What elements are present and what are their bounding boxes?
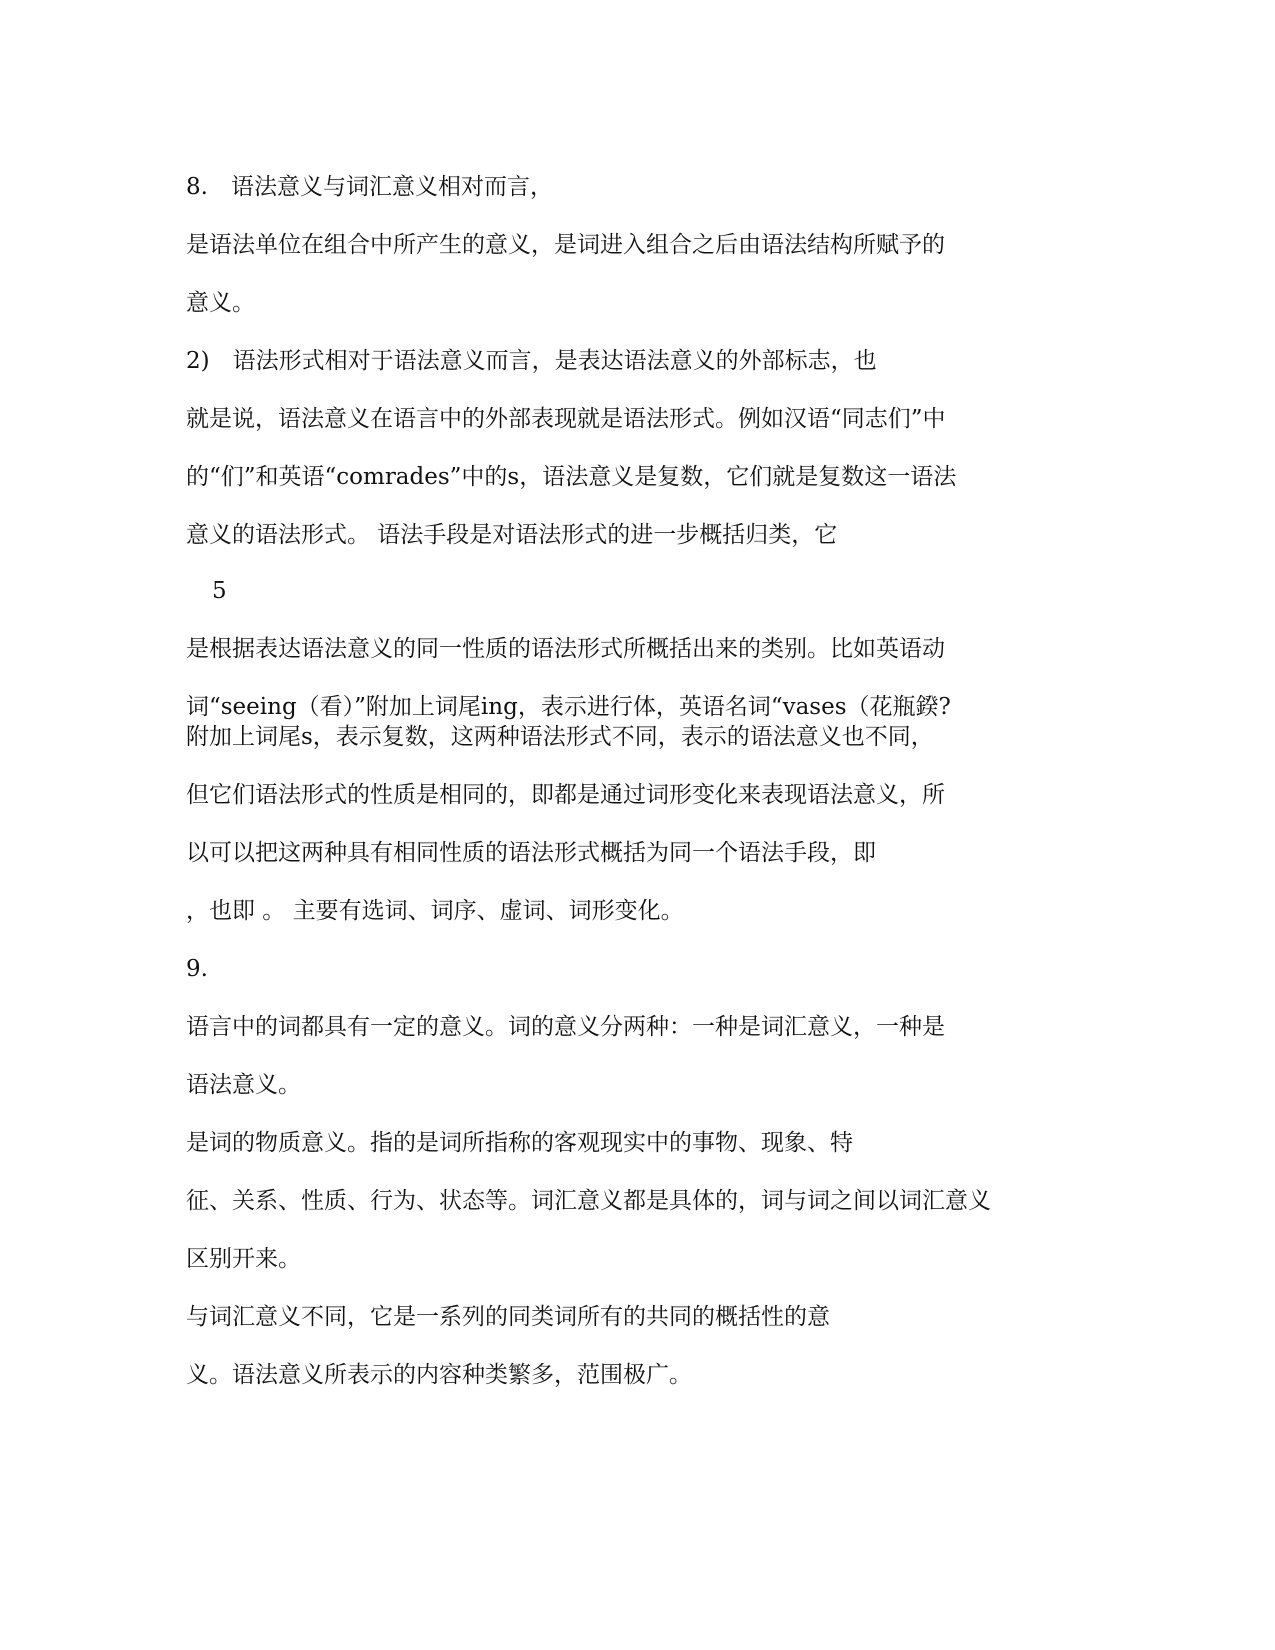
text-line: 以可以把这两种具有相同性质的语法形式概括为同一个语法手段，即 [186,840,876,866]
text-line: 词“seeing（看）”附加上词尾ing，表示进行体，英语名词“vases（花瓶鍨? [186,694,951,720]
text-line: 义。语法意义所表示的内容种类繁多，范围极广。 [186,1362,692,1388]
text-line: 但它们语法形式的性质是相同的，即都是通过词形变化来表现语法意义，所 [186,782,945,808]
text-line: 就是说，语法意义在语言中的外部表现就是语法形式。例如汉语“同志们”中 [186,406,946,432]
text-line: 语言中的词都具有一定的意义。词的意义分两种：一种是词汇意义，一种是 [186,1014,945,1040]
text-line: 意义的语法形式。 语法手段是对语法形式的进一步概括归类，它 [186,522,838,548]
text-line: 与词汇意义不同，它是一系列的同类词所有的共同的概括性的意 [186,1304,830,1330]
text-line: 的“们”和英语“comrades”中的s，语法意义是复数，它们就是复数这一语法 [186,464,957,490]
text-line: 附加上词尾s，表示复数，这两种语法形式不同，表示的语法意义也不同， [186,724,934,750]
text-line: 是词的物质意义。指的是词所指称的客观现实中的事物、现象、特 [186,1130,853,1156]
text-line: 2) 语法形式相对于语法意义而言，是表达语法意义的外部标志，也 [186,348,877,374]
text-line: 是根据表达语法意义的同一性质的语法形式所概括出来的类别。比如英语动 [186,636,945,662]
text-line: 征、关系、性质、行为、状态等。词汇意义都是具体的，词与词之间以词汇意义 [186,1188,991,1214]
page-number: 5 [212,578,227,604]
text-line: 9. [186,956,208,982]
text-line: 意义。 [186,290,255,316]
text-line: 8. 语法意义与词汇意义相对而言， [186,174,553,200]
text-line: 区别开来。 [186,1246,301,1272]
text-line: ，也即 。 主要有选词、词序、虚词、词形变化。 [186,898,684,924]
text-line: 是语法单位在组合中所产生的意义，是词进入组合之后由语法结构所赋予的 [186,232,945,258]
text-line: 语法意义。 [186,1072,301,1098]
